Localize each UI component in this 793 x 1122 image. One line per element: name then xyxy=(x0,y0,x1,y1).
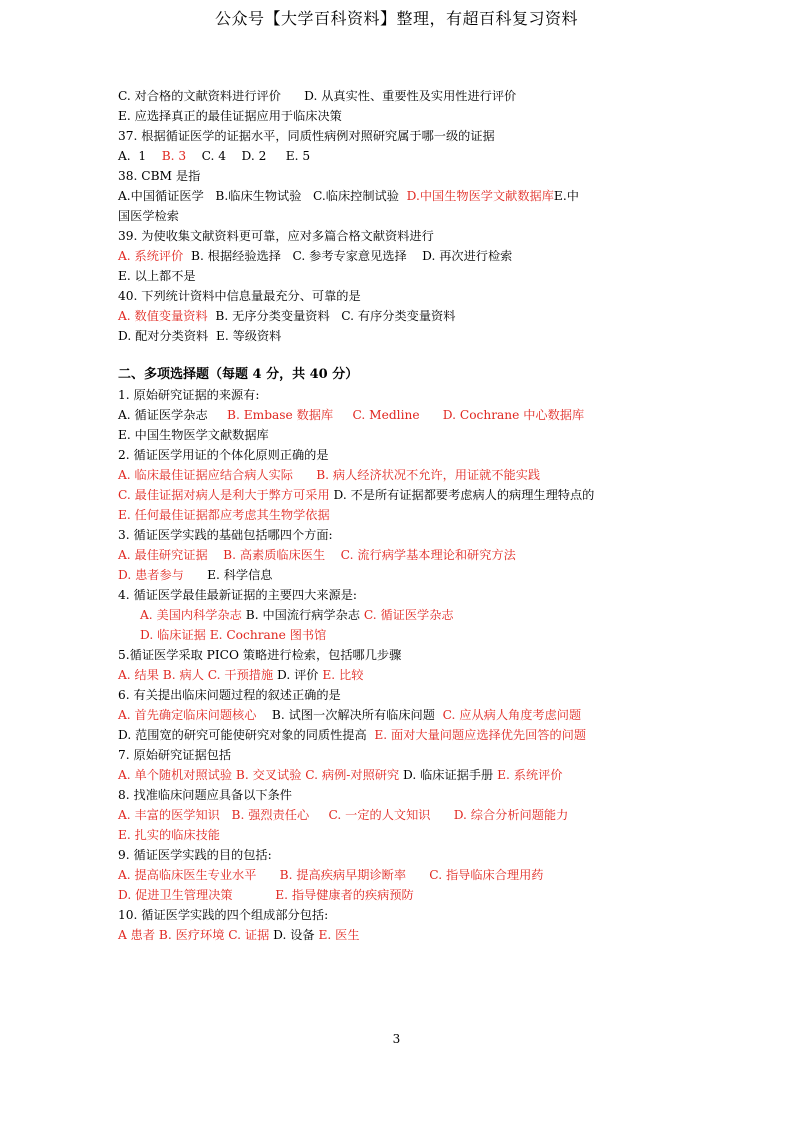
text-line xyxy=(118,925,678,945)
answer-text: D. 临床证据 E. Cochrane 图书馆 xyxy=(140,628,327,642)
question-text: 8. 找准临床问题应具备以下条件 xyxy=(118,788,292,802)
answer-text: C. 循证医学杂志 xyxy=(363,608,454,622)
question-text: E. 以上都不是 xyxy=(118,269,196,283)
question-text: 38. CBM 是指 xyxy=(118,169,201,183)
text-line xyxy=(118,765,678,785)
page-number: 3 xyxy=(392,1032,401,1046)
answer-text: E. 面对大量问题应选择优先回答的问题 xyxy=(374,728,587,742)
question-text: 4. 循证医学最佳最新证据的主要四大来源是: xyxy=(118,588,357,602)
text-line xyxy=(118,565,678,585)
spacer xyxy=(118,346,678,365)
answer-text: A. 结果 B. 病人 C. 干预措施 xyxy=(118,668,274,682)
question-text: 10. 循证医学实践的四个组成部分包括: xyxy=(118,908,329,922)
text-line xyxy=(118,166,678,186)
question-text: 39. 为使收集文献资料更可靠，应对多篇合格文献资料进行 xyxy=(118,229,434,243)
text-line xyxy=(118,226,678,246)
answer-text: E. 扎实的临床技能 xyxy=(118,828,220,842)
answer-text: A. 丰富的医学知识 B. 强烈责任心 C. 一定的人文知识 D. 综合分析问题能力 xyxy=(118,808,569,822)
text-line xyxy=(118,685,678,705)
text-line xyxy=(118,246,678,266)
text-line xyxy=(118,186,678,206)
text-line xyxy=(118,725,678,745)
question-text: 6. 有关提出临床问题过程的叙述正确的是 xyxy=(118,688,341,702)
answer-text: E. 任何最佳证据都应考虑其生物学依据 xyxy=(118,508,330,522)
answer-text: D. 促进卫生管理决策 E. 指导健康者的疾病预防 xyxy=(118,888,414,902)
question-text: 二、多项选择题（每题 4 分，共 40 分） xyxy=(118,367,359,382)
question-text: 7. 原始研究证据包括 xyxy=(118,748,232,762)
text-line xyxy=(118,505,678,525)
question-text: 1. 原始研究证据的来源有: xyxy=(118,388,260,402)
text-line xyxy=(118,665,678,685)
text-line xyxy=(118,585,678,605)
text-line xyxy=(118,625,678,645)
answer-text: A. 数值变量资料 xyxy=(118,309,208,323)
question-text: C. 对合格的文献资料进行评价 D. 从真实性、重要性及实用性进行评价 xyxy=(118,89,517,103)
text-line xyxy=(118,885,678,905)
answer-text: A. 最佳研究证据 B. 高素质临床医生 C. 流行病学基本理论和研究方法 xyxy=(118,548,516,562)
question-text: D. 临床证据手册 xyxy=(399,768,498,782)
question-text: D. 不是所有证据都要考虑病人的病理生理特点的 xyxy=(329,488,595,502)
answer-text: A. 美国内科学杂志 xyxy=(140,608,242,622)
text-line xyxy=(118,445,678,465)
answer-text: B. 3 xyxy=(161,149,187,163)
text-line xyxy=(118,785,678,805)
answer-text: A 患者 B. 医疗环境 C. 证据 xyxy=(118,928,270,942)
answer-text: E. 比较 xyxy=(322,668,364,682)
question-text: E. 中国生物医学文献数据库 xyxy=(118,428,269,442)
text-line xyxy=(118,106,678,126)
question-text: D. 配对分类资料 E. 等级资料 xyxy=(118,329,282,343)
question-text: A. 循证医学杂志 xyxy=(118,408,228,422)
question-text: 3. 循证医学实践的基础包括哪四个方面: xyxy=(118,528,333,542)
answer-text: E. 系统评价 xyxy=(497,768,563,782)
question-text: B. 无序分类变量资料 C. 有序分类变量资料 xyxy=(207,309,456,323)
question-text: 9. 循证医学实践的目的包括: xyxy=(118,848,272,862)
text-line xyxy=(118,465,678,485)
question-text: B. 试图一次解决所有临床问题 xyxy=(256,708,443,722)
section-heading xyxy=(118,365,678,385)
text-line xyxy=(118,306,678,326)
text-line xyxy=(118,405,678,425)
question-text: E.中 xyxy=(553,189,579,203)
question-text: 国医学检索 xyxy=(118,209,179,223)
question-text: D. 范围宽的研究可能使研究对象的同质性提高 xyxy=(118,728,375,742)
page-header: 公众号【大学百科资料】整理，有超百科复习资料 xyxy=(214,9,578,28)
answer-text: B. Embase 数据库 C. Medline D. Cochrane 中心数据库 xyxy=(227,408,585,422)
answer-text: A. 首先确定临床问题核心 xyxy=(118,708,257,722)
text-line xyxy=(118,286,678,306)
text-line xyxy=(118,385,678,405)
text-line xyxy=(118,266,678,286)
answer-text: A. 提高临床医生专业水平 B. 提高疾病早期诊断率 C. 指导临床合理用药 xyxy=(118,868,544,882)
answer-text: D. 患者参与 xyxy=(118,568,184,582)
text-line xyxy=(118,865,678,885)
question-text: A. 1 xyxy=(118,149,162,163)
text-line xyxy=(118,86,678,106)
text-line xyxy=(118,545,678,565)
answer-text: E. 医生 xyxy=(318,928,360,942)
text-line xyxy=(118,126,678,146)
answer-text: C. 应从病人角度考虑问题 xyxy=(442,708,582,722)
question-text: B. 中国流行病学杂志 xyxy=(241,608,364,622)
text-line xyxy=(118,206,678,226)
answer-text: A. 临床最佳证据应结合病人实际 B. 病人经济状况不允许，用证就不能实践 xyxy=(118,468,541,482)
text-line xyxy=(118,326,678,346)
text-line xyxy=(118,485,678,505)
question-text: 37. 根据循证医学的证据水平，同质性病例对照研究属于哪一级的证据 xyxy=(118,129,495,143)
text-line xyxy=(118,845,678,865)
question-text: D. 评价 xyxy=(273,668,323,682)
question-text: 2. 循证医学用证的个体化原则正确的是 xyxy=(118,448,329,462)
question-text: B. 根据经验选择 C. 参考专家意见选择 D. 再次进行检索 xyxy=(183,249,513,263)
answer-text: A. 单个随机对照试验 B. 交叉试验 C. 病例-对照研究 xyxy=(118,768,400,782)
text-line xyxy=(118,425,678,445)
question-text: D. 设备 xyxy=(269,928,319,942)
question-text: 5.循证医学采取 PICO 策略进行检索，包括哪几步骤 xyxy=(118,648,402,662)
question-text: A.中国循证医学 B.临床生物试验 C.临床控制试验 xyxy=(118,189,407,203)
document-body xyxy=(118,86,678,945)
text-line xyxy=(118,525,678,545)
answer-text: C. 最佳证据对病人是利大于弊方可采用 xyxy=(118,488,330,502)
question-text: E. 科学信息 xyxy=(183,568,273,582)
text-line xyxy=(118,825,678,845)
text-line xyxy=(118,146,678,166)
question-text: E. 应选择真正的最佳证据应用于临床决策 xyxy=(118,109,342,123)
answer-text: D.中国生物医学文献数据库 xyxy=(406,189,554,203)
text-line xyxy=(118,645,678,665)
text-line xyxy=(118,705,678,725)
question-text: 40. 下列统计资料中信息量最充分、可靠的是 xyxy=(118,289,361,303)
text-line xyxy=(118,605,678,625)
question-text: C. 4 D. 2 E. 5 xyxy=(186,149,311,163)
text-line xyxy=(118,905,678,925)
text-line xyxy=(118,805,678,825)
answer-text: A. 系统评价 xyxy=(118,249,184,263)
text-line xyxy=(118,745,678,765)
